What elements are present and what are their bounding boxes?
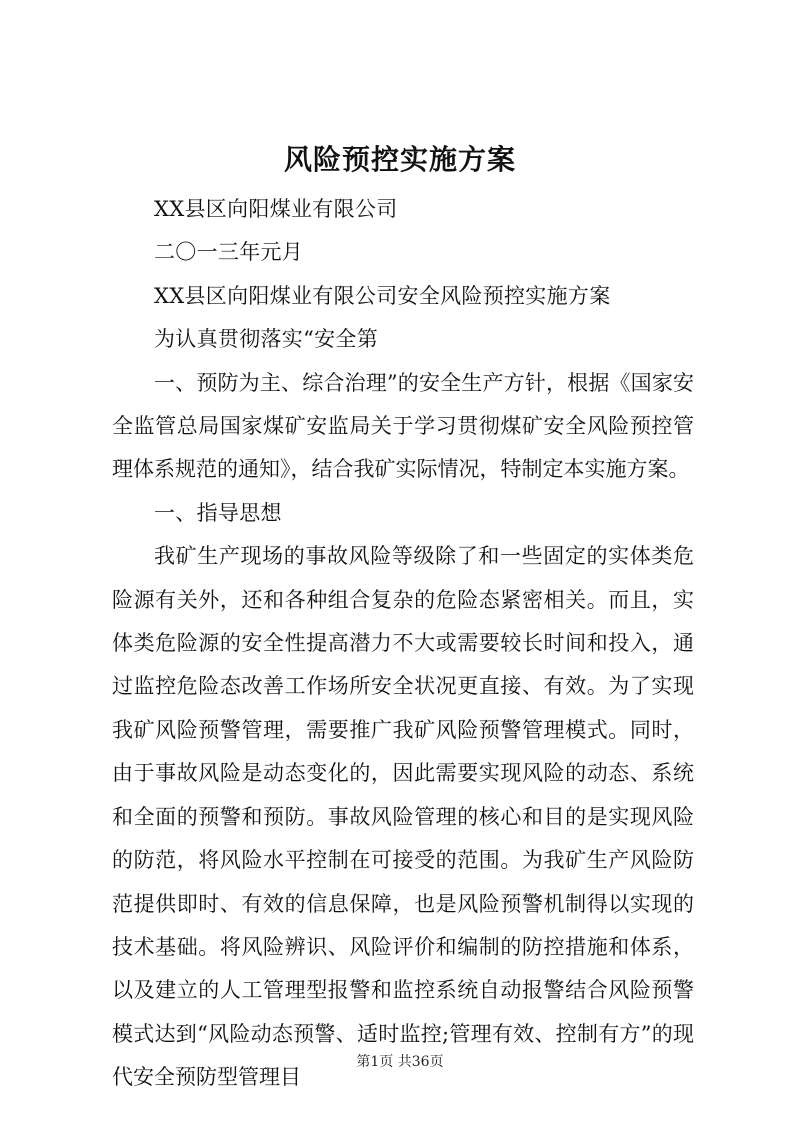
document-body — [112, 188, 694, 1100]
page-footer: 第1页 共36页 — [356, 1054, 444, 1070]
plan-heading-paragraph: XX县区向阳煤业有限公司安全风险预控实施方案 — [154, 283, 611, 308]
company-name-paragraph: XX县区向阳煤业有限公司 — [154, 197, 398, 221]
section-heading-guiding-ideology: 一、指导思想 — [154, 500, 282, 525]
policy-paragraph: 一、预防为主、综合治理”的安全生产方针，根据《国家安全监管总局国家煤矿安监局关于学习贯彻煤矿安全风险预控管理体系规范的通知》，结合我矿实际情况，特制定本实施方案。 — [112, 370, 694, 482]
intro-paragraph: 为认真贯彻落实“安全第 — [154, 327, 379, 352]
guiding-ideology-paragraph: 我矿生产现场的事故风险等级除了和一些固定的实体类危险源有关外，还和各种组合复杂的危险态紧密相关。而且，实体类危险源的安全性提高潜力不大或需要较长时间和投入，通过监控危险态改善工作场所安全状况更直接、有效。为了实现我矿风险预警管理，需要推广我矿风险预警管理模式。同时，由于事故风险是动态变化的，因此需要实现风险的动态、系统和全面的预警和预防。事故风险管理的核心和目的是实现风险的防范，将风险水平控制在可接受的范围。为我矿生产风险防范提供即时、有效的信息保障，也是风险预警机制得以实现的技术基础。将风险辨识、风险评价和编制的防控措施和体系，以及建立的人工管理型报警和监控系统自动报警结合风险预警模式达到“风险动态预警、适时监控;管理有效、控制有方”的现代安全预防型管理目 — [112, 544, 694, 1090]
date-paragraph: 二〇一三年元月 — [154, 240, 304, 265]
document-title: 风险预控实施方案 — [283, 143, 516, 176]
